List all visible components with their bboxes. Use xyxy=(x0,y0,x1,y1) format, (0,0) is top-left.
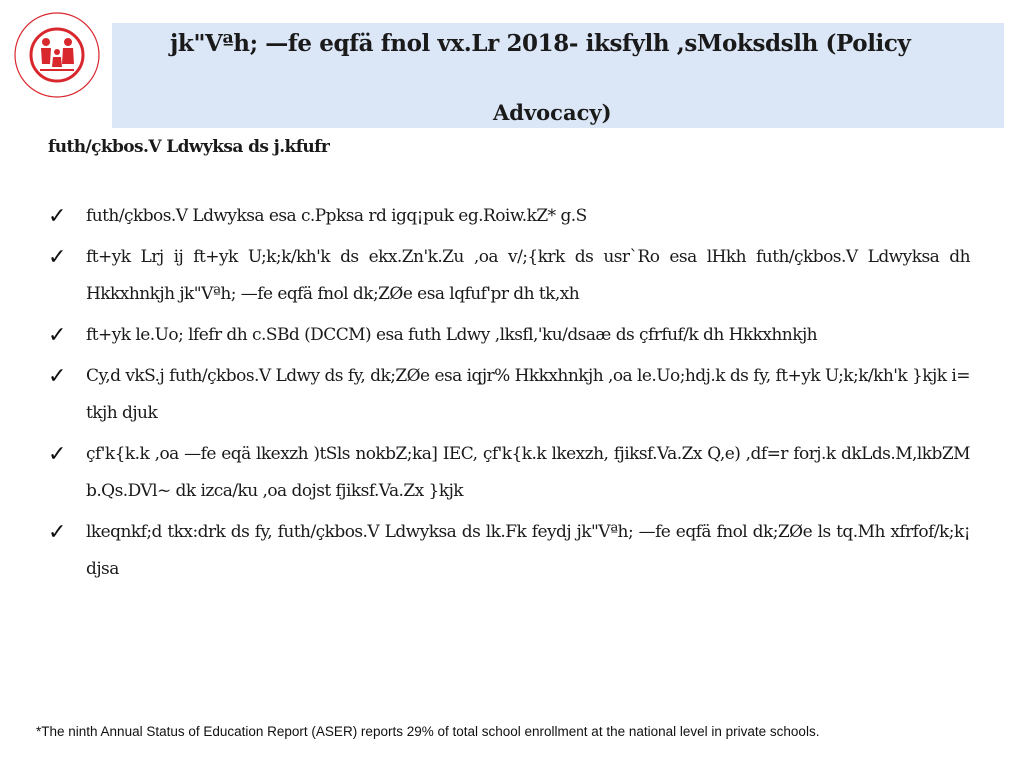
strategy-bullet-list xyxy=(48,198,970,592)
bullet-text: ft+yk le.Uo; lfefr dh c.SBd (DCCM) esa futh Ldwy ,lksfl,'ku/dsaæ ds çfrfuf/k dh Hkkxhnkjh xyxy=(86,325,818,345)
page-title-line1: jk"Vªh; —fe eqfä fnol vx.Lr 2018- iksfylh ,sMoksdslh (Policy xyxy=(170,30,911,57)
national-health-mission-logo xyxy=(12,10,102,100)
check-icon: ✓ xyxy=(48,442,66,467)
check-icon: ✓ xyxy=(48,245,66,270)
page-title-line2: Advocacy) xyxy=(493,100,612,125)
footnote: *The ninth Annual Status of Education Report (ASER) reports 29% of total school enrollment at the national level in private schools. xyxy=(36,724,820,739)
check-icon: ✓ xyxy=(48,204,66,229)
bullet-text: futh/çkbos.V Ldwyksa esa c.Ppksa rd igq¡puk eg.Roiw.kZ* g.S xyxy=(86,206,587,226)
list-item xyxy=(48,198,970,235)
list-item xyxy=(48,514,970,588)
check-icon: ✓ xyxy=(48,364,66,389)
check-icon: ✓ xyxy=(48,520,66,545)
section-subheading: futh/çkbos.V Ldwyksa ds j.kfufr xyxy=(48,137,330,157)
list-item xyxy=(48,239,970,313)
bullet-text: çf'k{k.k ,oa —fe eqä lkexzh )tSls nokbZ;ka] IEC, çf'k{k.k lkexzh, fjiksf.Va.Zx Q,e) ,df=r forj.k dkLds.M,lkbZM b.Qs.DVl~ dk izca/ku ,oa dojst fjiksf.Va.Zx }kjk xyxy=(86,444,970,501)
list-item xyxy=(48,358,970,432)
bullet-text: Cy,d vkS.j futh/çkbos.V Ldwy ds fy, dk;ZØe esa iqjr% Hkkxhnkjh ,oa le.Uo;hdj.k ds fy, ft+yk U;k;k/kh'k }kjk i= tkjh djuk xyxy=(86,366,970,423)
bullet-text: ft+yk Lrj ij ft+yk U;k;k/kh'k ds ekx.Zn'k.Zu ,oa v/;{krk ds usr`Ro esa lHkh futh/çkbos.V Ldwyksa dh Hkkxhnkjh jk"Vªh; —fe eqfä fnol dk;ZØe esa lqfuf'pr dh tk,xh xyxy=(86,247,970,304)
list-item xyxy=(48,436,970,510)
bullet-text: lkeqnkf;d tkx:drk ds fy, futh/çkbos.V Ldwyksa ds lk.Fk feydj jk"Vªh; —fe eqfä fnol dk;ZØe ls tq.Mh xfrfof/k;k¡ djsa xyxy=(86,522,970,579)
check-icon: ✓ xyxy=(48,323,66,348)
list-item xyxy=(48,317,970,354)
